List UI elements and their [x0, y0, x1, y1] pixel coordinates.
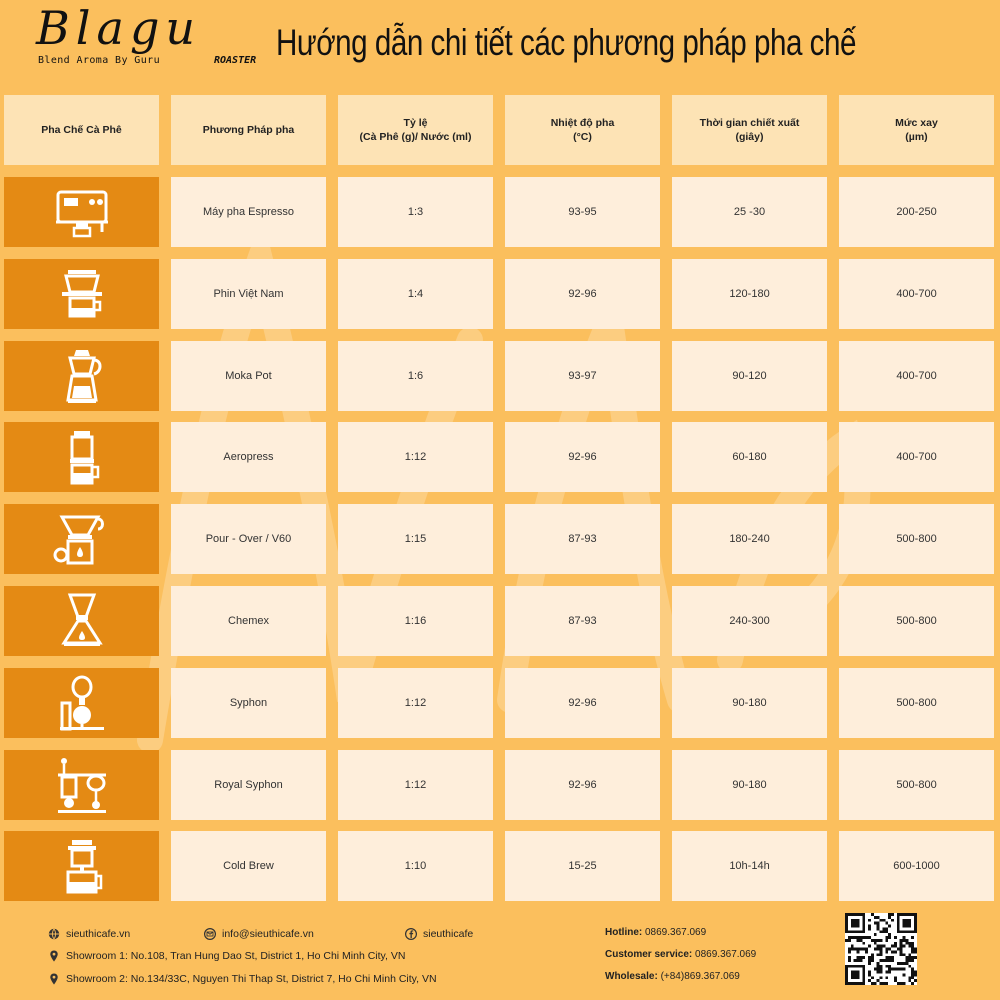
method-icon-cell — [4, 586, 159, 656]
temperature-cell: 92-96 — [505, 259, 660, 329]
ratio-cell: 1:15 — [338, 504, 493, 574]
facebook-text: sieuthicafe — [423, 928, 474, 940]
method-cell: Royal Syphon — [171, 750, 326, 820]
time-cell: 10h-14h — [672, 831, 827, 901]
showroom-1 — [48, 950, 405, 962]
ratio-cell: 1:10 — [338, 831, 493, 901]
time-cell: 90-180 — [672, 750, 827, 820]
grind-cell: 500-800 — [839, 504, 994, 574]
time-cell: 120-180 — [672, 259, 827, 329]
showroom-2-text: Showroom 2: No.134/33C, Nguyen Thi Thap St, District 7, Ho Chi Minh City, VN — [66, 973, 437, 985]
method-icon-cell — [4, 422, 159, 492]
header-brewing: Pha Chế Cà Phê — [4, 95, 159, 165]
header-ratio: Tỷ lệ (Cà Phê (g)/ Nước (ml) — [338, 95, 493, 165]
royal-syphon-icon — [52, 755, 112, 815]
hotline-number: 0869.367.069 — [645, 927, 707, 938]
phin-filter-icon — [52, 264, 112, 324]
time-cell: 240-300 — [672, 586, 827, 656]
ratio-cell: 1:6 — [338, 341, 493, 411]
moka-pot-icon — [52, 346, 112, 406]
chemex-icon — [52, 591, 112, 651]
grind-cell: 500-800 — [839, 750, 994, 820]
location-pin-icon — [48, 973, 60, 985]
time-cell: 60-180 — [672, 422, 827, 492]
ratio-cell: 1:12 — [338, 422, 493, 492]
method-icon-cell — [4, 504, 159, 574]
temperature-cell: 93-95 — [505, 177, 660, 247]
facebook-link[interactable] — [405, 928, 473, 940]
pour-over-icon — [52, 509, 112, 569]
aeropress-icon — [52, 427, 112, 487]
method-icon-cell — [4, 831, 159, 901]
hotline-label: Hotline: — [605, 927, 643, 938]
wholesale-number: (+84)869.367.069 — [660, 971, 740, 982]
grind-cell: 500-800 — [839, 586, 994, 656]
grind-cell: 400-700 — [839, 341, 994, 411]
method-cell: Phin Việt Nam — [171, 259, 326, 329]
method-cell: Pour - Over / V60 — [171, 504, 326, 574]
qr-code[interactable] — [845, 913, 917, 985]
grind-cell: 500-800 — [839, 668, 994, 738]
cold-brew-icon — [52, 836, 112, 896]
ratio-cell: 1:12 — [338, 750, 493, 820]
temperature-cell: 93-97 — [505, 341, 660, 411]
method-cell: Cold Brew — [171, 831, 326, 901]
header-temperature: Nhiệt độ pha (°C) — [505, 95, 660, 165]
time-cell: 25 -30 — [672, 177, 827, 247]
brand-logo — [34, 1, 257, 68]
logo-roaster: ROASTER — [214, 55, 257, 66]
temperature-cell: 87-93 — [505, 586, 660, 656]
method-cell: Chemex — [171, 586, 326, 656]
syphon-icon — [52, 673, 112, 733]
method-icon-cell — [4, 668, 159, 738]
espresso-machine-icon — [52, 182, 112, 242]
facebook-icon — [405, 928, 417, 940]
method-cell: Aeropress — [171, 422, 326, 492]
ratio-cell: 1:3 — [338, 177, 493, 247]
email-text: info@sieuthicafe.vn — [222, 928, 314, 940]
ratio-cell: 1:12 — [338, 668, 493, 738]
location-pin-icon — [48, 950, 60, 962]
time-cell: 180-240 — [672, 504, 827, 574]
time-cell: 90-180 — [672, 668, 827, 738]
method-icon-cell — [4, 750, 159, 820]
temperature-cell: 87-93 — [505, 504, 660, 574]
logo-script: Blagu — [36, 1, 202, 55]
header-grind-size: Mức xay (µm) — [839, 95, 994, 165]
header-extraction-time: Thời gian chiết xuất (giây) — [672, 95, 827, 165]
customer-service[interactable] — [605, 949, 756, 960]
method-icon-cell — [4, 259, 159, 329]
method-cell: Syphon — [171, 668, 326, 738]
temperature-cell: 92-96 — [505, 668, 660, 738]
method-icon-cell — [4, 177, 159, 247]
header-method: Phương Pháp pha — [171, 95, 326, 165]
page-title: Hướng dẫn chi tiết các phương pháp pha chế — [276, 22, 856, 63]
wholesale-label: Wholesale: — [605, 971, 658, 982]
method-icon-cell — [4, 341, 159, 411]
grind-cell: 200-250 — [839, 177, 994, 247]
email-icon — [204, 928, 216, 940]
website-text: sieuthicafe.vn — [66, 928, 131, 940]
temperature-cell: 92-96 — [505, 422, 660, 492]
customer-service-label: Customer service: — [605, 949, 693, 960]
temperature-cell: 15-25 — [505, 831, 660, 901]
website-link[interactable] — [48, 928, 130, 940]
temperature-cell: 92-96 — [505, 750, 660, 820]
method-cell: Moka Pot — [171, 341, 326, 411]
logo-tagline: Blend Aroma By Guru — [38, 55, 160, 66]
grind-cell: 600-1000 — [839, 831, 994, 901]
showroom-1-text: Showroom 1: No.108, Tran Hung Dao St, District 1, Ho Chi Minh City, VN — [66, 950, 406, 962]
showroom-2 — [48, 973, 437, 985]
hotline[interactable] — [605, 927, 706, 938]
ratio-cell: 1:4 — [338, 259, 493, 329]
customer-service-number: 0869.367.069 — [695, 949, 757, 960]
grind-cell: 400-700 — [839, 422, 994, 492]
ratio-cell: 1:16 — [338, 586, 493, 656]
email-link[interactable] — [204, 928, 314, 940]
globe-icon — [48, 928, 60, 940]
time-cell: 90-120 — [672, 341, 827, 411]
wholesale[interactable] — [605, 971, 740, 982]
method-cell: Máy pha Espresso — [171, 177, 326, 247]
grind-cell: 400-700 — [839, 259, 994, 329]
